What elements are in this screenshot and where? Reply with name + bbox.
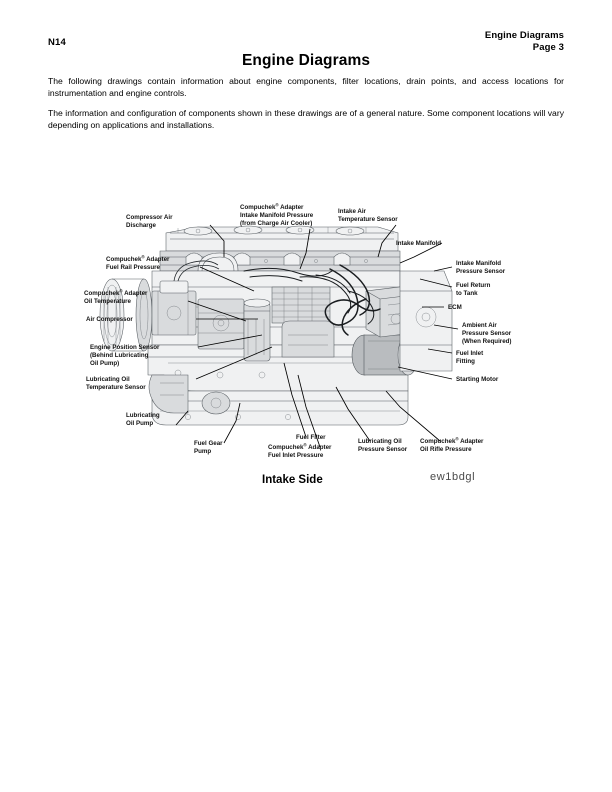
callout-fuel-inlet-fitting: [456, 350, 483, 365]
callout-line: Intake Manifold: [396, 240, 442, 247]
callout-line: Temperature Sensor: [86, 384, 146, 391]
callout-line: Compressor Air: [126, 214, 173, 221]
callout-line: Pressure Sensor: [462, 330, 512, 337]
callout-line: (Behind Lubricating: [90, 352, 149, 359]
callout-line: Compuchek® Adapter: [240, 202, 304, 211]
callout-line: Compuchek® Adapter: [268, 442, 332, 451]
callout-line: Fuel Return: [456, 282, 491, 289]
callout-line: Lubricating Oil: [86, 376, 130, 383]
header-model-code: N14: [48, 37, 67, 48]
callout-line: Oil Pump: [126, 420, 154, 427]
figure-code: ew1bdgl: [430, 471, 476, 483]
callout-line: Compuchek® Adapter: [84, 288, 148, 297]
callout-line: (from Charge Air Cooler): [240, 220, 313, 227]
callout-line: Temperature Sensor: [338, 216, 398, 223]
registered-mark-icon: ®: [303, 442, 307, 448]
registered-mark-icon: ®: [141, 254, 145, 260]
callout-line: Ambient Air: [462, 322, 497, 329]
callout-fuel-return-to-tank: [456, 282, 491, 297]
callout-line: to Tank: [456, 290, 478, 297]
fuel-gear-pump: [202, 392, 230, 414]
callout-line: Starting Motor: [456, 376, 499, 383]
callout-line: Fuel Inlet: [456, 350, 484, 357]
body-text: [48, 76, 564, 131]
header-page-number: Page 3: [532, 41, 564, 53]
callout-line: Fitting: [456, 358, 475, 365]
callout-line: Compuchek® Adapter: [420, 436, 484, 445]
page-title: Engine Diagrams: [241, 52, 371, 69]
callout-line: Pump: [194, 448, 212, 455]
callout-fuel-filter: [296, 434, 326, 441]
callout-line: Pressure Sensor: [358, 446, 408, 453]
header-section-and-page: [485, 30, 564, 53]
callout-intake-air-temperature-sensor: [338, 208, 398, 223]
callout-line: Compuchek® Adapter: [106, 254, 170, 263]
intro-paragraph-1: The following drawings contain information about engine components, filter locations, drain points, and access locations for instrumentation and engine controls.: [48, 76, 564, 98]
callout-compuchek-intake-manifold-pressure: [240, 203, 314, 227]
header-section-title: Engine Diagrams: [484, 30, 564, 41]
callout-line: Intake Manifold Pressure: [240, 212, 314, 219]
callout-lubricating-oil-temperature-sensor: [86, 376, 146, 391]
callout-line: Engine Position Sensor: [90, 344, 160, 351]
callout-line: ECM: [448, 304, 462, 311]
intro-paragraph-2: The information and configuration of components shown in these drawings are of a general nature. Some component locations will vary depending on applications and installations.: [48, 108, 564, 130]
figure-caption: Intake Side: [262, 474, 323, 486]
registered-mark-icon: ®: [275, 202, 279, 208]
registered-mark-icon: ®: [455, 436, 459, 442]
callout-ambient-air-pressure-sensor: [462, 322, 512, 345]
callout-line: Fuel Inlet Pressure: [268, 452, 324, 459]
registered-mark-icon: ®: [119, 288, 123, 294]
callout-line: (When Required): [462, 338, 512, 345]
callout-line: Oil Rifle Pressure: [420, 446, 472, 453]
callout-line: Fuel Gear: [194, 440, 223, 447]
callout-line: Intake Air: [338, 208, 366, 215]
engine-diagram-figure: [48, 195, 564, 505]
callout-compuchek-oil-rifle-pressure: [420, 437, 484, 453]
fuel-filter: [244, 299, 270, 361]
callout-line: Discharge: [126, 222, 156, 229]
callout-air-compressor: [86, 316, 133, 323]
callout-compuchek-fuel-inlet-pressure: [268, 443, 332, 459]
callout-line: Lubricating: [126, 412, 160, 419]
callout-line: Oil Temperature: [84, 298, 131, 305]
callout-line: Intake Manifold: [456, 260, 502, 267]
callout-line: Fuel Rail Pressure: [106, 264, 160, 271]
callout-line: Pressure Sensor: [456, 268, 506, 275]
callout-fuel-gear-pump: [194, 440, 223, 455]
callout-line: Oil Pump): [90, 360, 120, 367]
callout-intake-manifold: [396, 240, 441, 247]
callout-intake-manifold-pressure-sensor: [456, 260, 506, 275]
callout-line: Air Compressor: [86, 316, 133, 323]
callout-ecm: [448, 304, 462, 311]
callout-line: Lubricating Oil: [358, 438, 402, 445]
callout-starting-motor: [456, 376, 499, 383]
callout-lubricating-oil-pressure-sensor: [358, 438, 408, 453]
callout-compressor-air-discharge: [126, 214, 173, 229]
callout-line: Fuel Filter: [296, 434, 326, 441]
